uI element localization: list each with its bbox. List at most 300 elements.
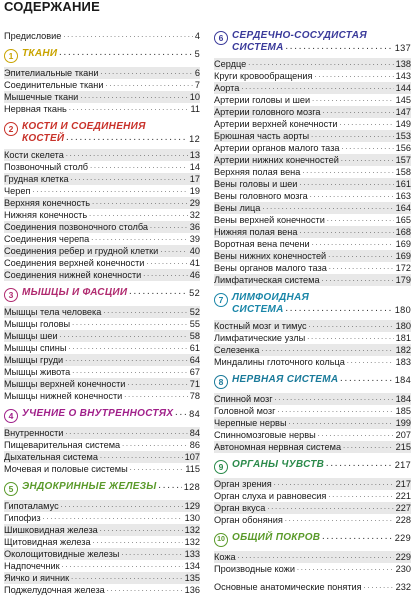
toc-entry-title: Грудная клетка bbox=[4, 174, 69, 184]
toc-entry-title: Надпочечник bbox=[4, 561, 60, 571]
dot-leader bbox=[311, 130, 394, 142]
toc-entry[interactable] bbox=[214, 320, 411, 332]
toc-entry[interactable] bbox=[214, 478, 411, 490]
toc-entry-title: Дыхательная система bbox=[4, 452, 98, 462]
toc-entry-title: Артерии верхней конечности bbox=[214, 119, 338, 129]
toc-entry[interactable] bbox=[214, 429, 411, 441]
dot-leader bbox=[275, 393, 394, 405]
dot-leader bbox=[285, 514, 394, 526]
toc-entry[interactable] bbox=[214, 581, 411, 593]
toc-entry-page: 136 bbox=[184, 585, 200, 595]
dot-leader bbox=[310, 190, 394, 202]
section-page: 52 bbox=[189, 288, 200, 298]
dot-leader bbox=[309, 320, 394, 332]
dot-leader bbox=[143, 269, 187, 281]
toc-entry[interactable] bbox=[4, 30, 200, 42]
dot-leader bbox=[340, 374, 392, 386]
toc-entry-title: Мышцы шеи bbox=[4, 331, 58, 341]
toc-entry[interactable] bbox=[214, 417, 411, 429]
section-number-badge: 7 bbox=[214, 293, 228, 307]
toc-entry[interactable] bbox=[214, 551, 411, 563]
toc-entry-title: Костный мозг и тимус bbox=[214, 321, 307, 331]
toc-entry[interactable] bbox=[214, 262, 411, 274]
toc-entry-page: 229 bbox=[395, 552, 411, 562]
toc-entry[interactable] bbox=[214, 202, 411, 214]
dot-leader bbox=[328, 490, 393, 502]
toc-entry-page: 6 bbox=[194, 68, 200, 78]
dot-leader bbox=[307, 332, 393, 344]
toc-entry-page: 67 bbox=[189, 367, 200, 377]
section-title: НЕРВНАЯ СИСТЕМА bbox=[232, 374, 339, 385]
toc-entry-title: Гипоталамус bbox=[4, 501, 59, 511]
toc-entry[interactable] bbox=[214, 130, 411, 142]
toc-entry-title: Мышцы тела человека bbox=[4, 307, 102, 317]
toc-entry[interactable] bbox=[4, 439, 200, 451]
toc-entry[interactable] bbox=[4, 318, 200, 330]
toc-entry-title: Соединения нижней конечности bbox=[4, 270, 142, 280]
section-title: ЭНДОКРИННЫЕ ЖЕЛЕЗЫ bbox=[22, 481, 157, 492]
toc-entry-page: 86 bbox=[189, 440, 200, 450]
toc-entry[interactable] bbox=[214, 82, 411, 94]
toc-entry[interactable] bbox=[214, 250, 411, 262]
toc-entry-page: 147 bbox=[395, 107, 411, 117]
dot-leader bbox=[341, 154, 394, 166]
dot-leader bbox=[299, 178, 393, 190]
section-title: ОБЩИЙ ПОКРОВ bbox=[232, 532, 321, 543]
dot-leader bbox=[60, 330, 188, 342]
toc-entry-title: Шишковидная железа bbox=[4, 525, 98, 535]
toc-entry-page: 143 bbox=[395, 71, 411, 81]
dot-leader bbox=[322, 106, 393, 118]
toc-entry-page: 138 bbox=[395, 59, 411, 69]
dot-leader bbox=[129, 287, 187, 299]
toc-entry[interactable] bbox=[4, 451, 200, 463]
toc-entry-page: 39 bbox=[189, 234, 200, 244]
toc-entry-page: 10 bbox=[189, 92, 200, 102]
toc-entry[interactable] bbox=[214, 154, 411, 166]
toc-entry-page: 4 bbox=[194, 31, 200, 41]
toc-entry-page: 55 bbox=[189, 319, 200, 329]
toc-entry-page: 134 bbox=[184, 561, 200, 571]
toc-entry-title: Мышцы спины bbox=[4, 343, 67, 353]
toc-entry-page: 215 bbox=[395, 442, 411, 452]
toc-entry-page: 183 bbox=[395, 357, 411, 367]
toc-entry[interactable] bbox=[4, 173, 200, 185]
toc-entry[interactable] bbox=[214, 214, 411, 226]
toc-entry-page: 29 bbox=[189, 198, 200, 208]
toc-entry-page: 7 bbox=[194, 80, 200, 90]
toc-entry-page: 132 bbox=[184, 525, 200, 535]
section-heading[interactable] bbox=[4, 121, 200, 145]
toc-entry-title: Миндалины глоточного кольца bbox=[214, 357, 345, 367]
toc-entry-page: 199 bbox=[395, 418, 411, 428]
dot-leader bbox=[347, 356, 394, 368]
toc-entry-page: 228 bbox=[395, 515, 411, 525]
toc-entry-page: 149 bbox=[395, 119, 411, 129]
toc-entry-title: Соединения черепа bbox=[4, 234, 90, 244]
toc-entry-page: 184 bbox=[395, 394, 411, 404]
toc-entry-page: 185 bbox=[395, 406, 411, 416]
toc-entry[interactable] bbox=[214, 393, 411, 405]
toc-entry-title: Нижняя конечность bbox=[4, 210, 88, 220]
toc-entry[interactable] bbox=[4, 245, 200, 257]
dot-leader bbox=[241, 82, 393, 94]
toc-entry-title: Вены верхней конечности bbox=[214, 215, 325, 225]
toc-entry-page: 179 bbox=[395, 275, 411, 285]
toc-entry-title: Нервная ткань bbox=[4, 104, 67, 114]
toc-right-column bbox=[214, 30, 411, 593]
toc-left-column bbox=[4, 30, 200, 602]
section-page: 180 bbox=[394, 305, 411, 315]
toc-entry-title: Гипофиз bbox=[4, 513, 41, 523]
dot-leader bbox=[59, 48, 192, 60]
toc-entry-page: 71 bbox=[189, 379, 200, 389]
toc-entry-page: 41 bbox=[189, 258, 200, 268]
dot-leader bbox=[286, 42, 393, 54]
toc-entry[interactable] bbox=[214, 332, 411, 344]
section-page: 229 bbox=[394, 533, 411, 543]
toc-entry[interactable] bbox=[214, 274, 411, 286]
section-title: УЧЕНИЕ О ВНУТРЕННОСТЯХ bbox=[22, 408, 174, 419]
toc-entry-page: 145 bbox=[395, 95, 411, 105]
dot-leader bbox=[63, 30, 192, 42]
section-page: 12 bbox=[189, 134, 200, 144]
dot-leader bbox=[312, 238, 394, 250]
toc-entry-page: 165 bbox=[395, 215, 411, 225]
toc-entry[interactable] bbox=[4, 269, 200, 281]
dot-leader bbox=[32, 185, 187, 197]
dot-leader bbox=[150, 221, 188, 233]
toc-entry-page: 207 bbox=[395, 430, 411, 440]
section-heading[interactable] bbox=[4, 48, 200, 63]
toc-entry-title: Производные кожи bbox=[214, 564, 295, 574]
toc-entry-title: Кости скелета bbox=[4, 150, 64, 160]
dot-leader bbox=[274, 478, 394, 490]
dot-leader bbox=[66, 133, 187, 145]
toc-entry[interactable] bbox=[214, 166, 411, 178]
dot-leader bbox=[261, 344, 393, 356]
toc-entry-title: Вены лица bbox=[214, 203, 261, 213]
toc-entry[interactable] bbox=[4, 209, 200, 221]
toc-entry-title: Спинномозговые нервы bbox=[214, 430, 316, 440]
toc-entry[interactable] bbox=[4, 584, 200, 596]
toc-entry-page: 133 bbox=[184, 549, 200, 559]
toc-entry[interactable] bbox=[4, 91, 200, 103]
toc-entry[interactable] bbox=[4, 185, 200, 197]
toc-entry[interactable] bbox=[4, 149, 200, 161]
toc-entry[interactable] bbox=[4, 233, 200, 245]
toc-entry[interactable] bbox=[214, 356, 411, 368]
toc-entry-title: Верхняя конечность bbox=[4, 198, 91, 208]
toc-entry[interactable] bbox=[214, 58, 411, 70]
section-heading[interactable] bbox=[214, 30, 411, 54]
toc-entry-title: Мышечные ткани bbox=[4, 92, 79, 102]
toc-entry[interactable] bbox=[4, 390, 200, 402]
toc-entry-title: Верхняя полая вена bbox=[214, 167, 301, 177]
toc-entry[interactable] bbox=[4, 366, 200, 378]
section-heading[interactable] bbox=[214, 374, 411, 389]
dot-leader bbox=[322, 532, 392, 544]
toc-entry-title: Эпителиальные ткани bbox=[4, 68, 99, 78]
toc-entry[interactable] bbox=[214, 441, 411, 453]
dot-leader bbox=[238, 551, 394, 563]
toc-entry-title: Внутренности bbox=[4, 428, 64, 438]
toc-entry-page: 36 bbox=[189, 222, 200, 232]
section-heading[interactable] bbox=[4, 481, 200, 496]
toc-entry-title: Позвоночный столб bbox=[4, 162, 89, 172]
toc-entry-page: 157 bbox=[395, 155, 411, 165]
dot-leader bbox=[343, 441, 394, 453]
dot-leader bbox=[312, 94, 394, 106]
page-title: СОДЕРЖАНИЕ bbox=[4, 0, 100, 14]
dot-leader bbox=[100, 524, 183, 536]
toc-entry-title: Вены головы и шеи bbox=[214, 179, 298, 189]
toc-entry-title: Мышцы живота bbox=[4, 367, 71, 377]
dot-leader bbox=[43, 512, 183, 524]
toc-entry-title: Круги кровообращения bbox=[214, 71, 313, 81]
toc-entry-title: Артерии органов малого таза bbox=[214, 143, 340, 153]
section-heading[interactable] bbox=[4, 287, 200, 302]
dot-leader bbox=[159, 481, 182, 493]
toc-entry[interactable] bbox=[4, 463, 200, 475]
section-number-badge: 1 bbox=[4, 49, 18, 63]
toc-entry[interactable] bbox=[214, 238, 411, 250]
toc-entry[interactable] bbox=[214, 70, 411, 82]
dot-leader bbox=[72, 366, 188, 378]
dot-leader bbox=[364, 581, 394, 593]
toc-entry-title: Артерии нижних конечностей bbox=[214, 155, 339, 165]
toc-entry-page: 129 bbox=[184, 501, 200, 511]
section-title: ЛИМФОИДНАЯ bbox=[232, 292, 310, 303]
toc-entry[interactable] bbox=[214, 118, 411, 130]
toc-entry-page: 19 bbox=[189, 186, 200, 196]
toc-entry[interactable] bbox=[4, 161, 200, 173]
dot-leader bbox=[175, 408, 187, 420]
toc-entry-page: 107 bbox=[184, 452, 200, 462]
toc-entry[interactable] bbox=[214, 344, 411, 356]
toc-entry-page: 13 bbox=[189, 150, 200, 160]
section-number-badge: 4 bbox=[4, 409, 18, 423]
dot-leader bbox=[71, 173, 188, 185]
dot-leader bbox=[100, 451, 183, 463]
section-heading[interactable] bbox=[214, 459, 411, 474]
toc-entry-title: Пищеварительная система bbox=[4, 440, 121, 450]
toc-entry-page: 78 bbox=[189, 391, 200, 401]
toc-entry-title: Соединения позвоночного столба bbox=[4, 222, 149, 232]
toc-entry-page: 135 bbox=[184, 573, 200, 583]
toc-entry-title: Орган вкуса bbox=[214, 503, 266, 513]
toc-entry[interactable] bbox=[4, 354, 200, 366]
toc-entry[interactable] bbox=[214, 490, 411, 502]
section-title: ТКАНИ bbox=[22, 48, 58, 59]
dot-leader bbox=[160, 245, 187, 257]
toc-entry[interactable] bbox=[4, 572, 200, 584]
toc-entry-title: Яичко и яичник bbox=[4, 573, 70, 583]
section-page: 84 bbox=[189, 409, 200, 419]
toc-entry[interactable] bbox=[4, 536, 200, 548]
dot-leader bbox=[121, 548, 182, 560]
dot-leader bbox=[91, 233, 188, 245]
toc-entry-title: Мышцы головы bbox=[4, 319, 71, 329]
toc-entry-page: 130 bbox=[184, 513, 200, 523]
toc-entry-page: 232 bbox=[395, 582, 411, 592]
toc-entry[interactable] bbox=[4, 560, 200, 572]
section-number-badge: 8 bbox=[214, 375, 228, 389]
toc-entry-title: Артерии головного мозга bbox=[214, 107, 321, 117]
dot-leader bbox=[289, 417, 394, 429]
dot-leader bbox=[297, 563, 394, 575]
toc-entry-title: Аорта bbox=[214, 83, 240, 93]
toc-entry-title: Орган обоняния bbox=[214, 515, 283, 525]
toc-entry[interactable] bbox=[214, 94, 411, 106]
toc-entry[interactable] bbox=[4, 342, 200, 354]
toc-entry-title: Брюшная часть аорты bbox=[214, 131, 310, 141]
section-title: ОРГАНЫ ЧУВСТВ bbox=[232, 459, 325, 470]
toc-entry-page: 115 bbox=[185, 464, 200, 474]
toc-entry-title: Предисловие bbox=[4, 31, 62, 41]
dot-leader bbox=[122, 439, 188, 451]
toc-entry-title: Вены нижних конечностей bbox=[214, 251, 327, 261]
toc-entry-page: 230 bbox=[395, 564, 411, 574]
toc-entry-page: 132 bbox=[184, 537, 200, 547]
toc-entry[interactable] bbox=[4, 306, 200, 318]
toc-entry-title: Артерии головы и шеи bbox=[214, 95, 311, 105]
dot-leader bbox=[65, 427, 187, 439]
toc-entry-page: 64 bbox=[189, 355, 200, 365]
toc-entry-page: 169 bbox=[395, 251, 411, 261]
dot-leader bbox=[89, 209, 188, 221]
section-number-badge: 9 bbox=[214, 460, 228, 474]
toc-entry-title: Головной мозг bbox=[214, 406, 276, 416]
section-title: КОСТИ И СОЕДИНЕНИЯ bbox=[22, 121, 146, 132]
section-heading[interactable] bbox=[4, 408, 200, 423]
section-number-badge: 6 bbox=[214, 31, 228, 45]
dot-leader bbox=[328, 250, 393, 262]
toc-entry[interactable] bbox=[4, 500, 200, 512]
toc-entry-page: 153 bbox=[395, 131, 411, 141]
dot-leader bbox=[68, 342, 187, 354]
toc-entry[interactable] bbox=[4, 524, 200, 536]
toc-entry-page: 182 bbox=[395, 345, 411, 355]
toc-entry-title: Поджелудочная железа bbox=[4, 585, 105, 595]
toc-entry-page: 40 bbox=[189, 246, 200, 256]
dot-leader bbox=[106, 79, 193, 91]
toc-entry[interactable] bbox=[4, 257, 200, 269]
toc-entry-title: Соединительные ткани bbox=[4, 80, 104, 90]
dot-leader bbox=[69, 103, 189, 115]
section-title: МЫШЦЫ И ФАСЦИИ bbox=[22, 287, 128, 298]
toc-entry-title: Орган зрения bbox=[214, 479, 272, 489]
toc-entry[interactable] bbox=[214, 514, 411, 526]
toc-entry[interactable] bbox=[4, 103, 200, 115]
toc-entry-page: 172 bbox=[395, 263, 411, 273]
toc-entry[interactable] bbox=[4, 67, 200, 79]
toc-entry-page: 168 bbox=[395, 227, 411, 237]
dot-leader bbox=[62, 560, 183, 572]
toc-entry-title: Щитовидная железа bbox=[4, 537, 91, 547]
toc-entry-page: 158 bbox=[395, 167, 411, 177]
toc-entry[interactable] bbox=[214, 226, 411, 238]
toc-entry[interactable] bbox=[4, 378, 200, 390]
section-title: СЕРДЕЧНО-СОСУДИСТАЯ bbox=[232, 30, 367, 41]
toc-entry-page: 11 bbox=[190, 104, 200, 114]
dot-leader bbox=[124, 390, 187, 402]
toc-entry[interactable] bbox=[4, 427, 200, 439]
dot-leader bbox=[267, 502, 393, 514]
section-page: 128 bbox=[183, 482, 200, 492]
toc-entry-title: Череп bbox=[4, 186, 31, 196]
toc-entry[interactable] bbox=[214, 142, 411, 154]
toc-entry-page: 84 bbox=[189, 428, 200, 438]
toc-entry[interactable] bbox=[214, 405, 411, 417]
toc-entry[interactable] bbox=[214, 190, 411, 202]
section-page: 5 bbox=[194, 49, 200, 59]
dot-leader bbox=[65, 354, 188, 366]
toc-entry-page: 46 bbox=[189, 270, 200, 280]
section-title-cont: КОСТЕЙ bbox=[22, 133, 65, 144]
dot-leader bbox=[342, 142, 394, 154]
dot-leader bbox=[340, 118, 394, 130]
toc-entry[interactable] bbox=[214, 178, 411, 190]
toc-entry-title: Мышцы нижней конечности bbox=[4, 391, 123, 401]
dot-leader bbox=[322, 274, 394, 286]
section-heading[interactable] bbox=[214, 292, 411, 316]
dot-leader bbox=[130, 463, 184, 475]
toc-entry[interactable] bbox=[4, 79, 200, 91]
section-title-cont: СИСТЕМА bbox=[232, 304, 284, 315]
toc-entry[interactable] bbox=[4, 330, 200, 342]
section-title-cont: СИСТЕМА bbox=[232, 42, 284, 53]
dot-leader bbox=[80, 91, 187, 103]
toc-entry-title: Околощитовидные железы bbox=[4, 549, 120, 559]
toc-entry[interactable] bbox=[214, 106, 411, 118]
toc-entry-page: 181 bbox=[395, 333, 411, 343]
toc-entry[interactable] bbox=[214, 563, 411, 575]
toc-entry[interactable] bbox=[4, 548, 200, 560]
toc-entry-title: Автономная нервная система bbox=[214, 442, 342, 452]
dot-leader bbox=[262, 202, 393, 214]
toc-entry-title: Кожа bbox=[214, 552, 236, 562]
toc-entry[interactable] bbox=[214, 502, 411, 514]
dot-leader bbox=[92, 197, 188, 209]
toc-entry-title: Селезенка bbox=[214, 345, 260, 355]
section-page: 217 bbox=[394, 460, 411, 470]
dot-leader bbox=[318, 429, 394, 441]
toc-entry-page: 156 bbox=[395, 143, 411, 153]
dot-leader bbox=[71, 572, 183, 584]
toc-entry[interactable] bbox=[4, 197, 200, 209]
toc-entry-title: Сердце bbox=[214, 59, 247, 69]
toc-entry-title: Мочевая и половые системы bbox=[4, 464, 128, 474]
section-heading[interactable] bbox=[214, 532, 411, 547]
toc-entry-page: 169 bbox=[395, 239, 411, 249]
toc-entry-page: 163 bbox=[395, 191, 411, 201]
toc-entry[interactable] bbox=[4, 221, 200, 233]
dot-leader bbox=[248, 58, 393, 70]
toc-entry-page: 17 bbox=[189, 174, 200, 184]
toc-entry-title: Соединения ребер и грудной клетки bbox=[4, 246, 159, 256]
toc-entry-title: Соединения верхней конечности bbox=[4, 258, 145, 268]
dot-leader bbox=[93, 536, 183, 548]
toc-entry-title: Воротная вена печени bbox=[214, 239, 310, 249]
toc-entry-title: Лимфатическая система bbox=[214, 275, 320, 285]
toc-entry-page: 52 bbox=[189, 307, 200, 317]
toc-entry-page: 32 bbox=[189, 210, 200, 220]
toc-entry[interactable] bbox=[4, 512, 200, 524]
toc-entry-page: 14 bbox=[189, 162, 200, 172]
dot-leader bbox=[100, 67, 192, 79]
toc-entry-title: Спинной мозг bbox=[214, 394, 273, 404]
